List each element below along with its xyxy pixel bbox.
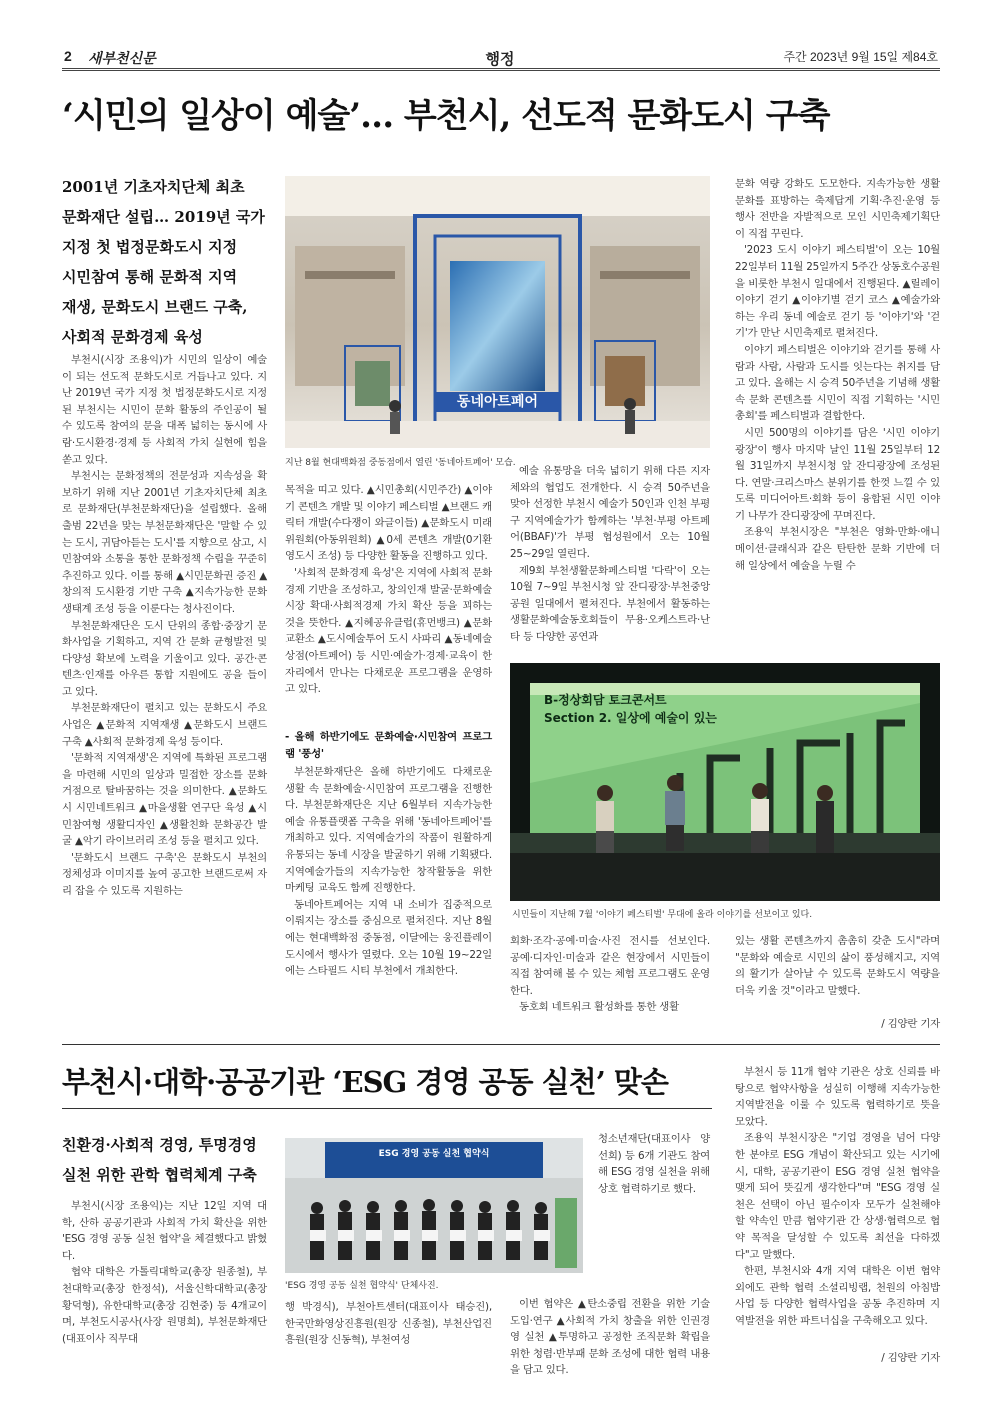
article1-subhead-2: 시민참여 통해 문화적 지역 재생, 문화도시 브랜드 구축, 사회적 문화경제 육성 — [62, 268, 248, 346]
article1-column-2: 목적을 띠고 있다. ▲시민총회(시민주간) ▲이야기 콘텐츠 개발 및 이야기 페스티벌 ▲브랜드 캐릭터 개발(수다쟁이 와글이들) ▲문화도시 미래위원회(아동위원회) ▲0세 콘텐츠 개발(0기환영도시 조성) 등 다양한 활동을 진행하고 있다. '사회적 문화경제 육성'은 지역에 사회적 문화경제 기반을 조성하고, 창의인재 발굴·문화예술 시장 확대·사회적경제 가치 확산 등을 꾀하는 것을 뜻한다. ▲지혜공유클럽(휴먼뱅크) ▲문화교환소 ▲도시예술투어 도시 사파리 ▲동네예술상점(아트페어) 등 시민·예술가·경제·교육이 한 자리에서 만나는 다채로운 프로그램을 운영하고 있다. — [285, 484, 492, 696]
article1-column-2b: 부천문화재단은 올해 하반기에도 다채로운 생활 속 문화예술·시민참여 프로그램을 진행한다. 부천문화재단은 지난 6월부터 지속가능한 예술 유통플랫폼 구축을 위해 '동네아트페어'를 개최하고 있다. 지역예술가의 작품이 원활하게 유통되는 동네 시장을 발굴하기 위해 기획됐다. 지역예술가들의 지속가능한 창작활동을 위한 마케팅 교육도 함께 진행한다. 동네아트페어는 지역 내 소비가 집중적으로 이뤄지는 장소를 중심으로 펼쳐진다. 지난 8월에는 현대백화점 중동점, 이달에는 웅진플레이도시에서 행사가 열렸다. 오는 10월 19~22일에는 스타필드 시티 부천에서 개최한다. — [285, 766, 492, 978]
talk-concert-caption: 시민들이 지난해 7월 '이야기 페스티벌' 무대에 올라 이야기를 선보이고 있다. — [512, 910, 813, 920]
article2-column-1: 부천시(시장 조용익)는 지난 12일 지역 대학, 산하 공공기관과 사회적 가치 확산을 위한 'ESG 경영 공동 실천 협약'을 체결했다고 밝혔다. 협약 대학은 가톨릭대학교(총장 원종철), 부천대학교(총장 한정석), 서울신학대학교(총장 황덕형), 유한대학교(총장 김현중) 등 4개교이며, 부천도시공사(사장 원명희), 부천문화재단(대표이사 직무대 — [62, 1200, 267, 1345]
article1-headline: ‘시민의 일상이 예술’… 부천시, 선도적 문화도시 구축 — [62, 96, 830, 136]
article2-headline: 부천시·대학·공공기관 ‘ESG 경영 공동 실천’ 맞손 — [62, 1065, 668, 1099]
talk-concert-title: B-정상회담 토크콘서트 — [544, 693, 667, 707]
issue-info: 주간 2023년 9월 15일 제84호 — [783, 50, 938, 64]
talk-concert-photo — [510, 663, 940, 901]
article1-column-2-subhead: - 올해 하반기에도 문화예술·시민참여 프로그램 '풍성' — [285, 731, 492, 760]
esg-banner-text: ESG 경영 공동 실천 협약식 — [378, 1149, 490, 1159]
article1-column-3: 예술 유통망을 더욱 넓히기 위해 다른 지자체와의 협업도 전개한다. 시 승격 50주년을 맞아 선정한 부천시 예술가 50인과 인천 부평구 지역예술가가 함께하는 '부천·부평 아트페어(BBAF)'가 부평 협성원에서 오는 10월 25~29일 열린다. 제9회 부천생활문화페스티벌 '다락'이 오는 10월 7~9일 부천시청 앞 잔디광장·부천중앙공원 일대에서 펼쳐진다. 부천에서 활동하는 생활문화예술동호회들이 무용·오케스트라·난타 등 다양한 공연과 — [510, 465, 710, 643]
article2-headline-rule — [62, 1108, 712, 1109]
article1-subhead-1: 2001년 기초자치단체 최초 문화재단 설립… 2019년 국가 지정 첫 법정문화도시 지정 — [62, 178, 265, 256]
article2-column-3: 청소년재단(대표이사 양선희) 등 6개 기관도 참여해 ESG 경영 실천을 위해 상호 협력하기로 했다. — [598, 1133, 710, 1195]
article-divider — [62, 1044, 940, 1045]
art-fair-sign: 동네아트페어 — [456, 394, 539, 410]
article1-column-4b: 있는 생활 콘텐츠까지 촘촘히 갖춘 도시"라며 "문화와 예술로 시민의 삶이 풍성해지고, 지역의 활기가 살아날 수 있도록 문화도시 역량을 더욱 키울 것"이라고 말했다. — [735, 935, 940, 997]
esg-photo-caption: 'ESG 경영 공동 실천 협약식' 단체사진. — [285, 1281, 439, 1291]
art-fair-photo — [285, 176, 710, 448]
section-name: 행정 — [485, 51, 515, 68]
article2-subhead: 친환경·사회적 경영, 투명경영 실천 위한 관학 협력체계 구축 — [62, 1136, 257, 1184]
article2-column-4: 부천시 등 11개 협약 기관은 상호 신뢰를 바탕으로 협약사항을 성실히 이행해 지속가능한 지역발전을 이룰 수 있도록 협력하기로 뜻을 모았다. 조용익 부천시장은 "기업 경영을 넘어 다양한 분야로 ESG 개념이 확산되고 있는 시기에 시, 대학, 공공기관이 ESG 경영 실천 협약을 맺게 되어 뜻깊게 생각한다"며 "ESG 경영 실천은 선택이 아닌 필수이자 모두가 실천해야 할 약속인 만큼 협약기관 간 상생·협력으로 협약 목적을 달성할 수 있도록 최선을 다하겠다"고 말했다. 한편, 부천시와 4개 지역 대학은 이번 협약 외에도 관학 협력 소셜리빙랩, 천원의 아침밥 사업 등 다양한 협력사업을 공동 추진하며 지역발전을 위한 파트너십을 구축해오고 있다. — [735, 1066, 940, 1327]
paper-name: 새부천신문 — [88, 50, 156, 66]
article2-byline: / 김양란 기자 — [881, 1352, 940, 1364]
article2-column-2: 행 박경식), 부천아트센터(대표이사 태승진), 한국만화영상진흥원(원장 신종철), 부천산업진흥원(원장 신동혁), 부천여성 — [285, 1301, 492, 1347]
talk-concert-section: Section 2. 일상에 예술이 있는 — [544, 711, 717, 725]
art-fair-caption: 지난 8월 현대백화점 중동점에서 열린 '동네아트페어' 모습. — [285, 458, 516, 468]
article2-column-3b: 이번 협약은 ▲탄소중립 전환을 위한 기술 도입·연구 ▲사회적 가치 창출을 위한 인권경영 실천 ▲투명하고 공정한 조직문화 확립을 위한 청렴·반부패 문화 조성에 대한 협력 내용을 담고 있다. — [510, 1298, 710, 1377]
article1-byline: / 김양란 기자 — [881, 1018, 940, 1030]
page-number: 2 — [64, 48, 72, 64]
header-rule — [62, 68, 940, 71]
article1-column-1: 부천시(시장 조용익)가 시민의 일상이 예술이 되는 선도적 문화도시로 거듭나고 있다. 지난 2019년 국가 지정 첫 법정문화도시로 지정된 부천시는 시민이 문화 활동의 주인공이 될 수 있도록 참여의 문을 대폭 넓히는 동시에 사람·도시환경·경제 등 사회적 가치 실현에 힘을 쏟고 있다. 부천시는 문화정책의 전문성과 지속성을 확보하기 위해 지난 2001년 기초자치단체 최초로 문화재단(부천문화재단)을 설립했다. 올해 출범 22년을 맞는 부천문화재단은 '말할 수 있는 도시, 귀담아듣는 도시'를 지향으로 삼고, 시민참여와 소통을 통한 문화정책 수립을 꾸준히 추진하고 있다. 이를 통해 ▲시민문화권 증진 ▲창의적 도시환경 기반 구축 ▲지속가능한 문화생태계 조성 등을 이룬다는 청사진이다. 부천문화재단은 도시 단위의 종합·중장기 문화사업을 기획하고, 지역 간 문화 균형발전 및 다양성 확보에 노력을 기울이고 있다. 공간·콘텐츠·인재를 아우른 통합 지원에도 공을 들이고 있다. 부천문화재단이 펼치고 있는 문화도시 주요 사업은 ▲문화적 지역재생 ▲문화도시 브랜드 구축 ▲사회적 문화경제 육성 등이다. '문화적 지역재생'은 지역에 특화된 프로그램을 마련해 시민의 일상과 밀접한 장소를 문화거점으로 탈바꿈하는 것을 의미한다. ▲문화도시 시민네트워크 ▲마을생활 연구단 육성 ▲시민참여형 생활디자인 ▲생활친화 문화공간 발굴 ▲악기 라이브러리 조성 등을 펼치고 있다. '문화도시 브랜드 구축'은 문화도시 부천의 정체성과 이미지를 높여 공고한 브랜드로써 자리 잡을 수 있도록 지원하는 — [62, 354, 267, 897]
article1-column-4: 문화 역량 강화도 도모한다. 지속가능한 생활문화를 표방하는 축제답게 기획·추진·운영 등 행사 전반을 자발적으로 모인 시민축제기획단이 직접 꾸린다. '2023 도시 이야기 페스티벌'이 오는 10월 22일부터 11월 25일까지 5주간 상동호수공원을 비롯한 부천시 일대에서 진행된다. ▲릴레이 이야기 걷기 ▲이야기별 걷기 코스 ▲예술가와 하는 우리 동네 예술로 걷기 등 '이야기'와 '걷기'가 만난 시민축제로 펼쳐진다. 이야기 페스티벌은 이야기와 걷기를 통해 사람과 사람, 사람과 도시를 잇는다는 취지를 담고 있다. 올해는 시 승격 50주년을 기념해 생활 속 문화 콘텐츠를 시민이 직접 기획하는 '시민총회'를 페스티벌과 결합한다. 시민 500명의 이야기를 담은 '시민 이야기 광장'이 행사 마지막 날인 11월 25일부터 12월 31일까지 부천시청 앞 잔디광장에 조성된다. 연말·크리스마스 분위기를 한껏 느낄 수 있도록 미디어아트·회화 등이 융합된 시민 이야기 나무가 잔디광장에 꾸며진다. 조용익 부천시장은 "부천은 영화·만화·애니메이션·클래식과 같은 탄탄한 문화 기반에 더해 일상에서 예술을 누릴 수 — [735, 178, 940, 572]
article1-column-3b: 회화·조각·공예·미술·사진 전시를 선보인다. 공예·디자인·미술과 같은 현장에서 시민들이 직접 참여해 볼 수 있는 체험 프로그램도 운영한다. 동호회 네트워크 활성화를 통한 생활 — [510, 935, 710, 1014]
esg-group-photo — [285, 1138, 583, 1273]
